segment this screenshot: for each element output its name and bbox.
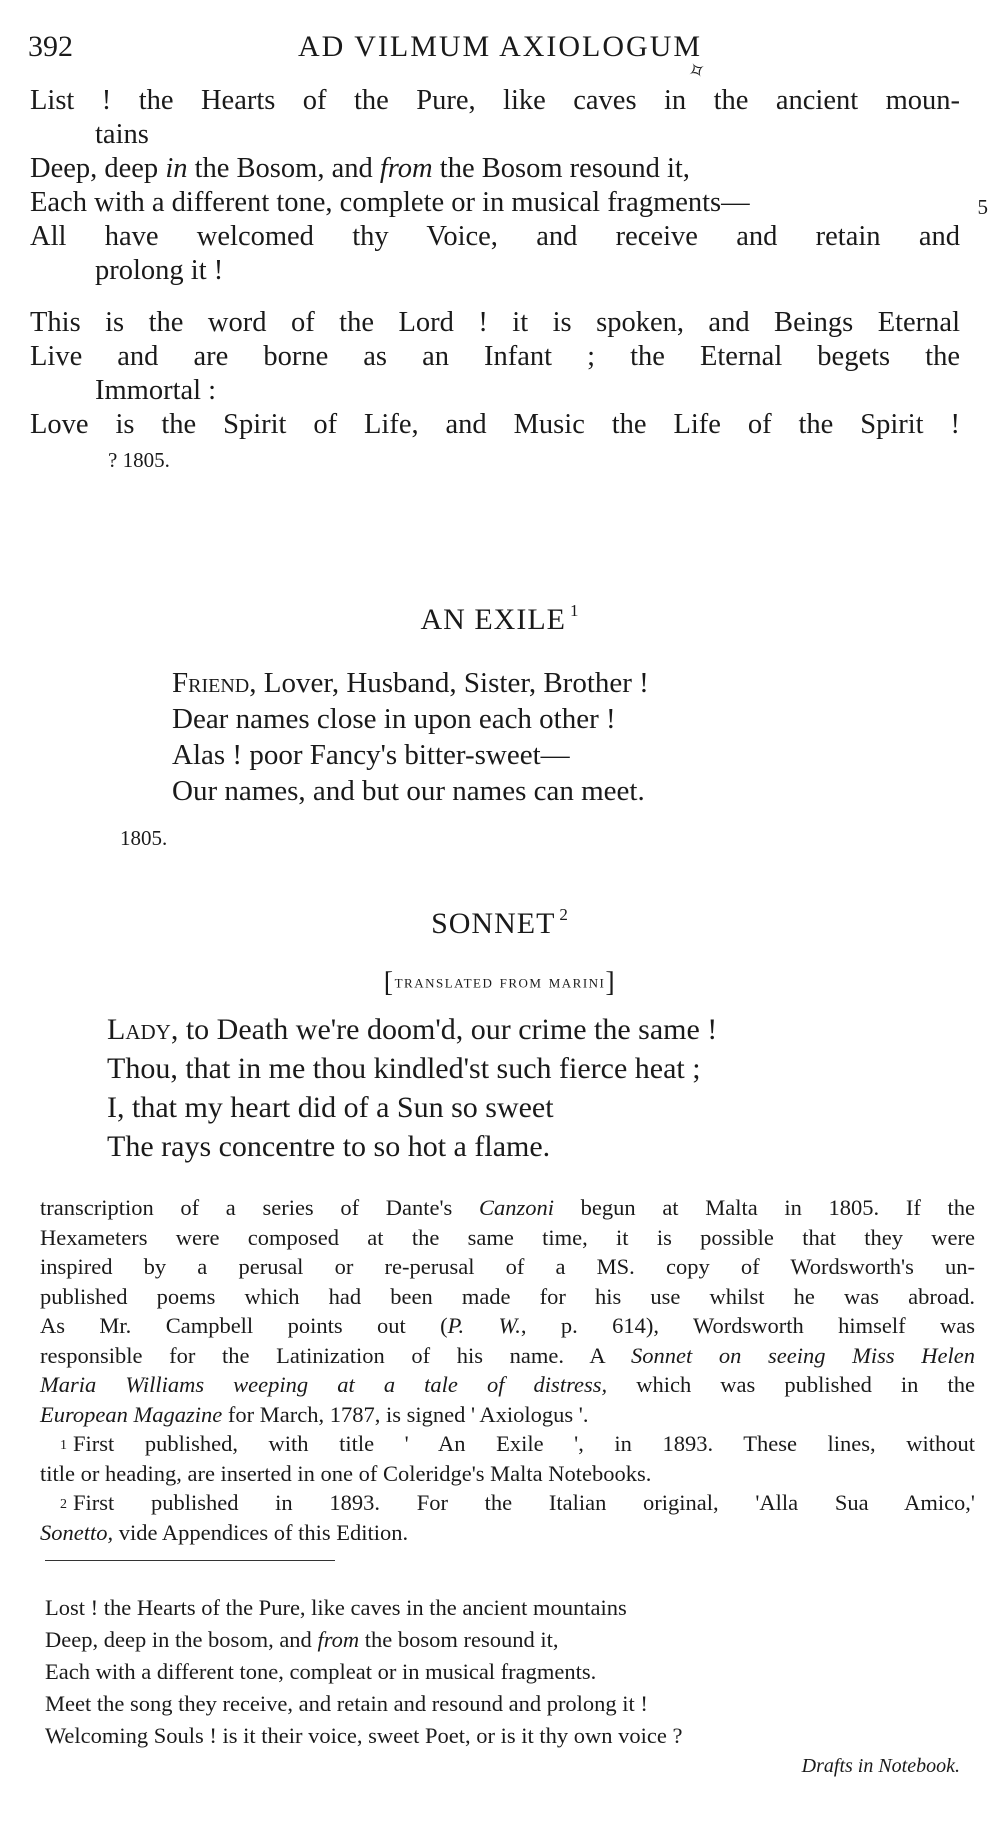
exile-poem	[172, 665, 649, 809]
note-line: Hexameters were composed at the same time, it is possible that they were	[40, 1224, 975, 1250]
page-number: 392	[28, 30, 73, 63]
verse-line: This is the word of the Lord ! it is spoken, and Beings Eternal	[30, 307, 960, 338]
verse-line: prolong it !	[95, 255, 224, 286]
verse-line: I, that my heart did of a Sun so sweet	[107, 1091, 554, 1124]
ink-mark-icon: ✧	[682, 55, 712, 87]
draft-line: Deep, deep in the bosom, and from the bosom resound it,	[45, 1627, 559, 1652]
verse-line: Our names, and but our names can meet.	[172, 775, 645, 807]
note-line: transcription of a series of Dante's Canzoni begun at Malta in 1805. If the	[40, 1195, 975, 1220]
draft-line: Lost ! the Hearts of the Pure, like caves in the ancient mountains	[45, 1595, 627, 1620]
footnote-2: $^2$ First published in 1893. For the Italian original, 'Alla Sua Amico,'	[60, 1490, 975, 1515]
note-line: Maria Williams weeping at a tale of distress, which was published in the	[40, 1372, 975, 1397]
verse-line: Love is the Spirit of Life, and Music the Life of the Spirit !	[30, 409, 960, 440]
drafts-source-label: Drafts in Notebook.	[801, 1755, 960, 1777]
draft-line: Welcoming Souls ! is it their voice, sweet Poet, or is it thy own voice ?	[45, 1723, 683, 1748]
verse-line: Live and are borne as an Infant ; the Eternal begets the	[30, 341, 960, 372]
footnote-ref: 1	[569, 601, 580, 620]
note-line: inspired by a perusal or re-perusal of a MS. copy of Wordsworth's un-	[40, 1254, 975, 1279]
hexameters-poem	[30, 84, 988, 474]
poem-title-sonnet: SONNET $^2$	[431, 905, 569, 940]
poem-subtitle: [translated from marini]	[383, 967, 617, 998]
note-line: Sonetto, vide Appendices of this Edition.	[40, 1519, 409, 1545]
verse-line: List ! the Hearts of the Pure, like caves in the ancient moun-	[30, 85, 960, 116]
poem-date: 1805.	[120, 826, 168, 850]
line-number: 5	[977, 195, 988, 219]
verse-line: All have welcomed thy Voice, and receive and retain and	[30, 221, 960, 252]
note-line: European Magazine for March, 1787, is signed ' Axiologus '.	[40, 1401, 589, 1427]
divider	[45, 1560, 335, 1561]
note-line: responsible for the Latinization of his name. A Sonnet on seeing Miss Helen	[40, 1342, 975, 1368]
verse-line: Each with a different tone, complete or in musical fragments— 5	[30, 186, 960, 220]
page-header	[28, 30, 972, 70]
verse-line: tains	[95, 119, 149, 150]
verse-line: Lady, to Death we're doom'd, our crime the same !	[107, 1013, 718, 1046]
verse-line: Thou, that in me thou kindled'st such fierce heat ;	[107, 1052, 701, 1085]
footnote-1: $^1$ First published, with title ' An Exile ', in 1893. These lines, without	[60, 1431, 975, 1456]
note-line: As Mr. Campbell points out (P. W., p. 614), Wordsworth himself was	[40, 1313, 975, 1338]
verse-line: Immortal :	[95, 375, 217, 406]
verse-line: Deep, deep in the Bosom, and from the Bosom resound it,	[30, 153, 690, 184]
draft-line: Each with a different tone, compleat or in musical fragments.	[45, 1659, 597, 1684]
verse-line: The rays concentre to so hot a flame.	[107, 1130, 551, 1163]
draft-line: Meet the song they receive, and retain and resound and prolong it !	[45, 1691, 648, 1716]
note-line: title or heading, are inserted in one of Coleridge's Malta Notebooks.	[40, 1460, 652, 1486]
running-title: AD VILMUM AXIOLOGUM	[297, 30, 703, 63]
poem-title-exile: AN EXILE $^1$	[420, 601, 580, 636]
verse-line: Dear names close in upon each other !	[172, 703, 616, 735]
notebook-drafts	[45, 1592, 960, 1782]
verse-line: Friend, Lover, Husband, Sister, Brother !	[172, 667, 649, 699]
poem-date: ? 1805.	[108, 448, 170, 472]
footnote-ref: 2	[559, 905, 569, 924]
verse-line: Alas ! poor Fancy's bitter-sweet—	[172, 739, 570, 771]
note-line: published poems which had been made for his use whilst he was abroad.	[40, 1283, 975, 1309]
footnotes	[40, 1193, 975, 1547]
sonnet-poem	[107, 1010, 717, 1166]
